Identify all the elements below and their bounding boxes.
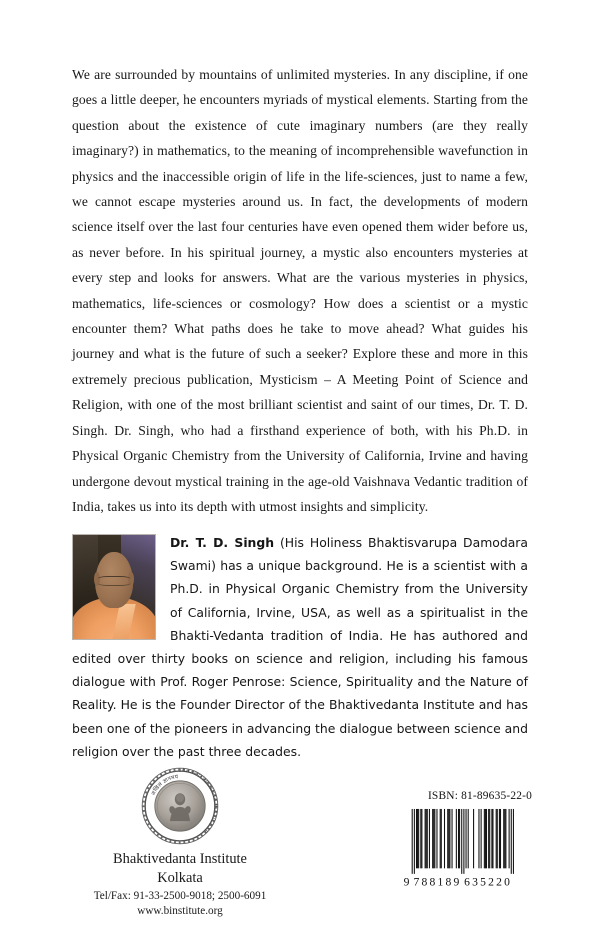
isbn-block: [396, 790, 564, 892]
isbn-number: ISBN: 81-89635-22-0: [427, 790, 533, 802]
svg-text:635220: 635220: [464, 875, 513, 889]
svg-text:9: 9: [403, 875, 412, 889]
portrait-glasses: [98, 576, 131, 586]
publisher-website[interactable]: www.binstitute.org: [137, 905, 223, 917]
svg-text:अखिलं ज्ञानमयं: अखिलं ज्ञानमयं: [150, 774, 179, 797]
publisher-name: Bhaktivedanta Institute: [113, 851, 247, 867]
author-bio-block: [72, 531, 528, 763]
publisher-city: Kolkata: [157, 870, 203, 886]
ean13-barcode: [402, 806, 558, 892]
publisher-block: [50, 764, 310, 919]
author-name: Dr. T. D. Singh: [170, 535, 275, 550]
publisher-telephone: Tel/Fax: 91-33-2500-9018; 2500-6091: [93, 890, 267, 902]
svg-text:788189: 788189: [413, 875, 462, 889]
bhaktivedanta-institute-seal-icon: [138, 764, 222, 848]
back-cover-blurb: We are surrounded by mountains of unlimited mysteries. In any discipline, if one goes a little deeper, he encounters myriads of mystical elements. Starting from the question about the existence of cute imaginary numbers (are they really imaginary?) in mathematics, to the meaning of incomprehensible wavefunction in physics and the inaccessible origin of life in the life-sciences, just to name a few, we cannot escape mysteries around us. In fact, the developments of modern science itself over the last four centuries have even opened them wider before us, as never before. In his spiritual journey, a mystic also encounters mysteries at every step and looks for answers. What are the various mysteries in physics, mathematics, life-sciences or cosmology? How does a scientist or a mystic encounter them? What paths does he take to move ahead? What guides his journey and what is the future of such a seeker? Explore these and more in this extremely precious publication, Mysticism – A Meeting Point of Science and Religion, with one of the most brilliant scientist and saint of our times, Dr. T. D. Singh. Dr. Singh, who had a firsthand experience of both, with his Ph.D. in Physical Organic Chemistry from the University of California, Irvine and having undergone devout mystical training in the age-old Vaishnava Vedantic tradition of India, takes us into its depth with utmost insights and simplicity.: [72, 67, 528, 514]
svg-text:BHAKTIVEDANTA INSTITUTE: BHAKTIVEDANTA INSTITUTE: [182, 767, 219, 835]
author-portrait-photo: [72, 534, 156, 640]
author-bio-body: (His Holiness Bhaktisvarupa Damodara Swami) has a unique background. He is a scientist with a Ph.D. in Physical Organic Chemistry from the University of California, Irvine, USA, as well as a spiritualist in the Bhakti-Vedanta tradition of India. He has authored and edited over thirty books on science and religion, including his famous dialogue with Prof. Roger Penrose: Science, Spirituality and the Nature of Reality. He is the Founder Director of the Bhaktivedanta Institute and has been one of the pioneers in advancing the dialogue between science and religion over the past three decades.: [72, 535, 528, 759]
